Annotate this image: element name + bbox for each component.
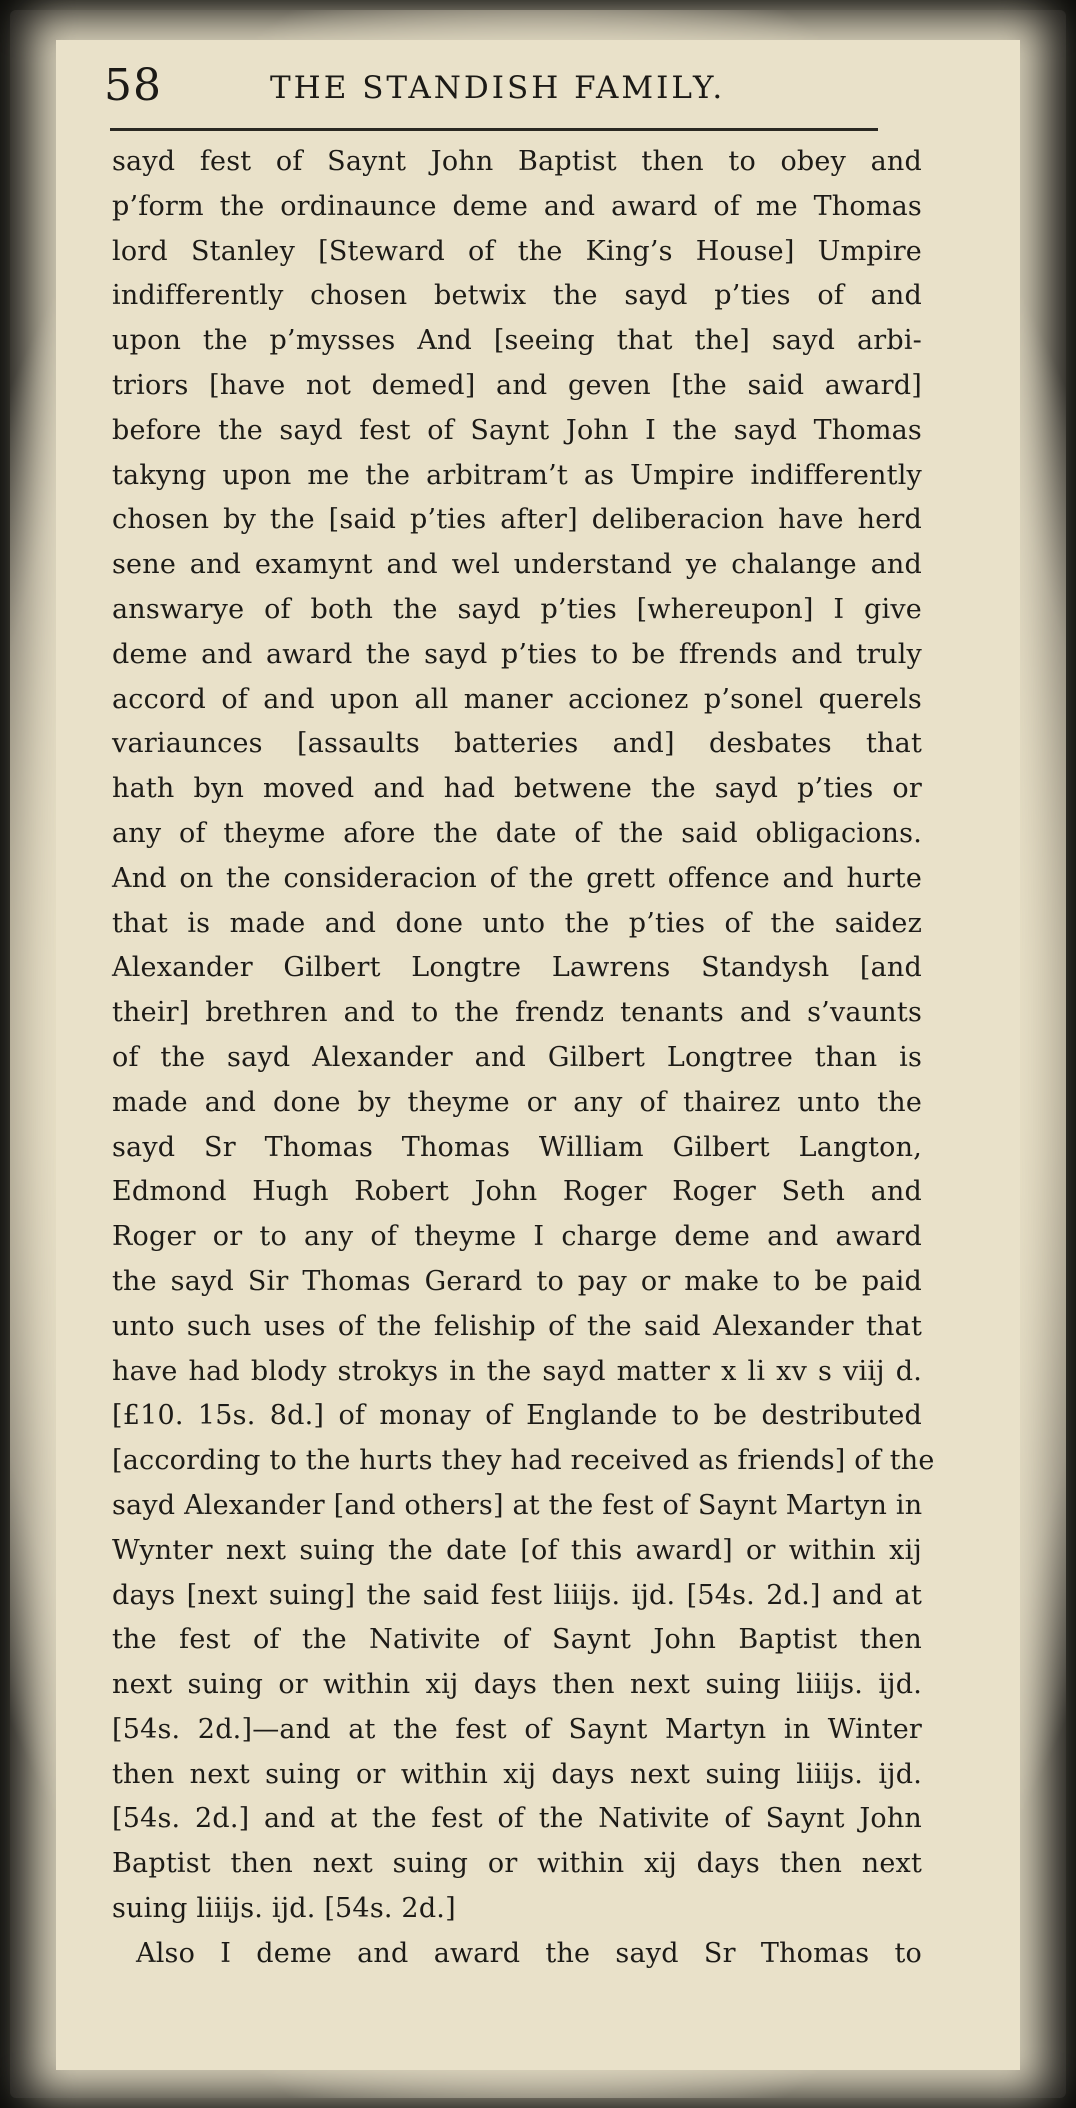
text-line: unto such uses of the feliship of the said Alexander that	[112, 1310, 922, 1342]
text-line: sayd Alexander [and others] at the fest of Saynt Martyn in	[112, 1489, 923, 1521]
text-line: of the sayd Alexander and Gilbert Longtree than is	[112, 1041, 922, 1073]
text-line: the fest of the Nativite of Saynt John Baptist then	[112, 1624, 922, 1656]
text-line: hath byn moved and had betwene the sayd p’ties or	[112, 773, 922, 805]
text-line: days [next suing] the said fest liiijs. ijd. [54s. 2d.] and at	[112, 1579, 922, 1611]
text-line: Also I deme and award the sayd Sr Thomas to	[136, 1937, 922, 1969]
text-line: chosen by the [said p’ties after] deliberacion have herd	[112, 504, 922, 536]
text-line: [according to the hurts they had received as friends] of the	[112, 1445, 935, 1477]
text-line: sayd Sr Thomas Thomas William Gilbert Langton,	[112, 1131, 922, 1163]
text-line: p’form the ordinaunce deme and award of me Thomas	[112, 190, 922, 222]
text-line: variaunces [assaults batteries and] desbates that	[112, 728, 922, 760]
text-line: indifferently chosen betwix the sayd p’ties of and	[112, 280, 922, 312]
text-line: [54s. 2d.] and at the fest of the Nativite of Saynt John	[112, 1803, 922, 1835]
text-line: upon the p’mysses And [seeing that the] sayd arbi-	[112, 325, 922, 357]
text-line: Wynter next suing the date [of this award] or within xij	[112, 1534, 922, 1566]
text-line: takyng upon me the arbitram’t as Umpire indifferently	[112, 459, 922, 491]
text-line: their] brethren and to the frendz tenants and s’vaunts	[112, 997, 922, 1029]
text-line: have had blody strokys in the sayd matter x li xv s viij d.	[112, 1355, 922, 1387]
text-line: Baptist then next suing or within xij days then next	[112, 1848, 922, 1880]
text-line: answarye of both the sayd p’ties [whereupon] I give	[112, 593, 922, 625]
text-line: triors [have not demed] and geven [the said award]	[112, 369, 922, 401]
text-line: Roger or to any of theyme I charge deme and award	[112, 1221, 922, 1253]
header-rule	[110, 128, 878, 131]
text-line: And on the consideracion of the grett offence and hurte	[112, 862, 922, 894]
text-line: lord Stanley [Steward of the King’s House] Umpire	[112, 235, 922, 267]
text-line: then next suing or within xij days next suing liiijs. ijd.	[112, 1758, 922, 1790]
text-line: sayd fest of Saynt John Baptist then to obey and	[112, 146, 922, 177]
running-head	[104, 60, 884, 120]
page-title: THE STANDISH FAMILY.	[270, 70, 726, 106]
text-line: deme and award the sayd p’ties to be ffrends and truly	[112, 638, 922, 670]
text-line: that is made and done unto the p’ties of the saidez	[112, 907, 922, 939]
text-line: sene and examynt and wel understand ye chalange and	[112, 549, 922, 581]
text-line: suing liiijs. ijd. [54s. 2d.]	[112, 1893, 456, 1925]
text-line: next suing or within xij days then next suing liiijs. ijd.	[112, 1669, 922, 1701]
body-text	[112, 140, 935, 1977]
text-line: accord of and upon all maner accionez p’sonel querels	[112, 683, 922, 715]
text-line: before the sayd fest of Saynt John I the sayd Thomas	[112, 414, 922, 446]
text-line: the sayd Sir Thomas Gerard to pay or make to be paid	[112, 1265, 922, 1297]
text-line: any of theyme afore the date of the said obligacions.	[112, 817, 922, 849]
text-line: Alexander Gilbert Longtre Lawrens Standysh [and	[112, 952, 922, 984]
text-line: Edmond Hugh Robert John Roger Roger Seth and	[112, 1176, 922, 1208]
text-line: [£10. 15s. 8d.] of monay of Englande to be destributed	[112, 1400, 922, 1432]
text-line: [54s. 2d.]—and at the fest of Saynt Martyn in Winter	[112, 1713, 922, 1745]
page-number: 58	[104, 60, 162, 111]
text-line: made and done by theyme or any of thairez unto the	[112, 1086, 922, 1118]
